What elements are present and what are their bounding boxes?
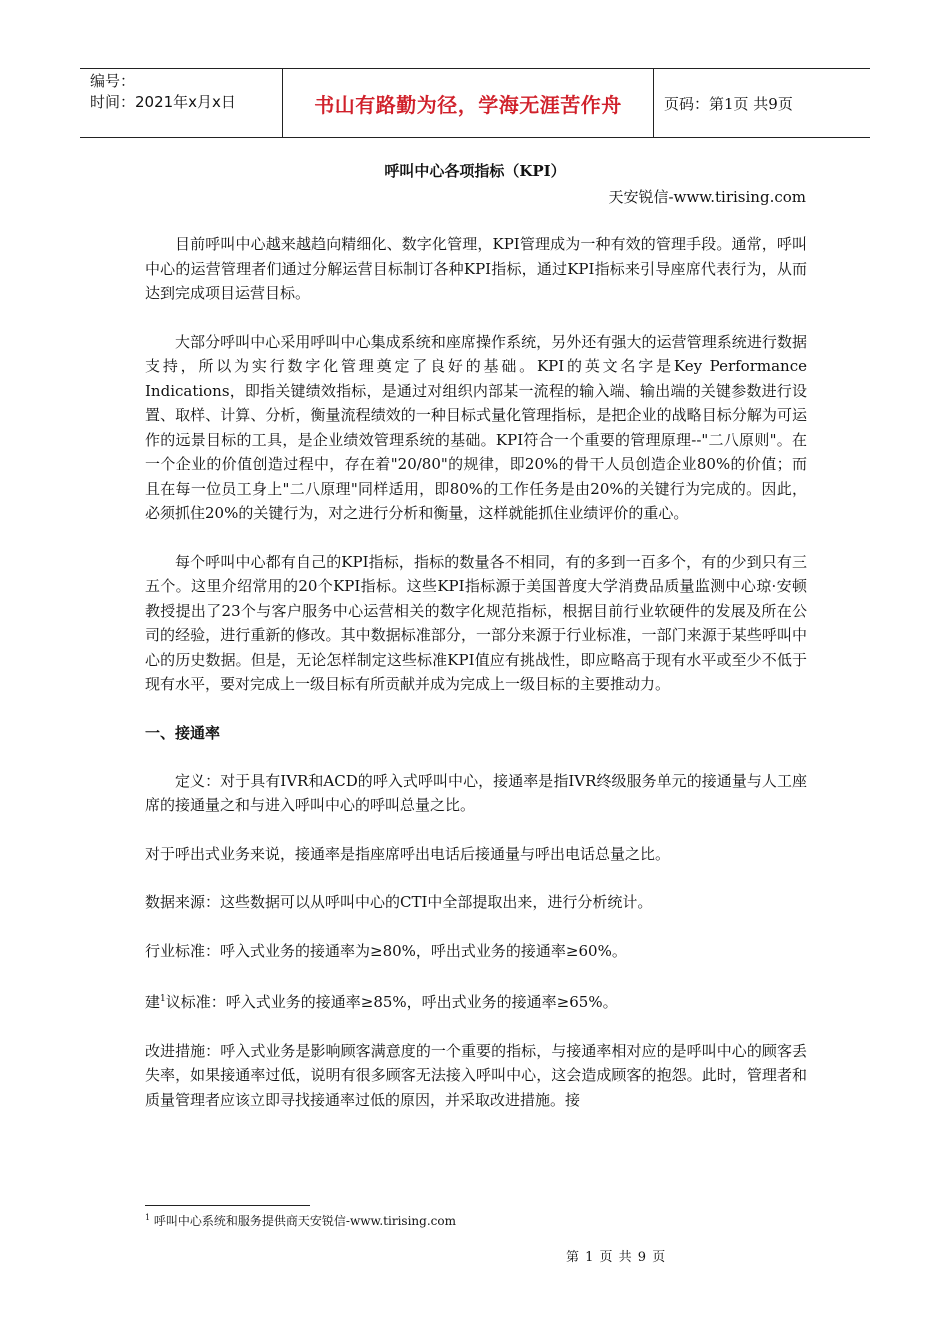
paragraph-intro: 目前呼叫中心越来越趋向精细化、数字化管理，KPI管理成为一种有效的管理手段。通常，呼叫中心的运营管理者们通过分解运营目标制订各种KPI指标，通过KPI指标来引导座席代表行为，从而达到完成项目运营目标。 (145, 235, 807, 302)
date-line: 时间：2021年x月x日 (90, 93, 236, 111)
header-page-info: 页码：第1页 共9页 (664, 94, 793, 113)
paragraph-definition: 定义：对于具有IVR和ACD的呼入式呼叫中心，接通率是指IVR终级服务单元的接通量与人工座席的接通量之和与进入呼叫中心的呼叫总量之比。 (145, 771, 807, 814)
page-number: 第 1 页 共 9 页 (566, 1250, 667, 1265)
paragraph-suggested-standard (145, 987, 807, 1015)
paragraph-kpi-definition: 大部分呼叫中心采用呼叫中心集成系统和座席操作系统，另外还有强大的运营管理系统进行数据支持，所以为实行数字化管理奠定了良好的基础。KPI的英文名字是Key Performance Indications，即指关键绩效指标，是通过对组织内部某一流程的输入端、输出端的关键参数进行设置、取样、计算、分析，衡量流程绩效的一种目标式量化管理指标，是把企业的战略目标分解为可运作的远景目标的工具，是企业绩效管理系统的基础。KPI符合一个重要的管理原理--"二八原则"。在一个企业的价值创造过程中，存在着"20/80"的规律，即20%的骨干人员创造企业80%的价值；而且在每一位员工身上"二八原理"同样适用，即80%的工作任务是由20%的关键行为完成的。因此，必须抓住20%的关键行为，对之进行分析和衡量，这样就能抓住业绩评价的重心。 (145, 332, 807, 522)
paragraph-improvement: 改进措施：呼入式业务是影响顾客满意度的一个重要的指标，与接通率相对应的是呼叫中心的顾客丢失率，如果接通率过低，说明有很多顾客无法接入呼叫中心，这会造成顾客的抱怨。此时，管理者和质量管理者应该立即寻找接通率过低的原因，并采取改进措施。接 (145, 1041, 807, 1109)
document-title: 呼叫中心各项指标（KPI） (384, 162, 566, 180)
header-meta (80, 69, 282, 137)
footnote-separator (145, 1205, 310, 1206)
footnote-text: 呼叫中心系统和服务提供商天安锐信-www.tirising.com (153, 1214, 456, 1228)
page-header (80, 68, 870, 138)
code-label: 编号： (90, 72, 136, 90)
attribution: 天安锐信-www.tirising.com (608, 188, 806, 206)
document-body (145, 232, 807, 1136)
suggest-text-a: 建 (145, 993, 161, 1011)
suggest-text-b: 议标准：呼入式业务的接通率≥85%，呼出式业务的接通率≥65%。 (165, 993, 618, 1011)
section-heading: 一、接通率 (145, 723, 221, 742)
paragraph-outbound: 对于呼出式业务来说，接通率是指座席呼出电话后接通量与呼出电话总量之比。 (145, 844, 671, 863)
header-motto: 书山有路勤为径，学海无涯苦作舟 (282, 69, 654, 137)
paragraph-industry-standard: 行业标准：呼入式业务的接通率为≥80%，呼出式业务的接通率≥60%。 (145, 941, 627, 960)
paragraph-data-source: 数据来源：这些数据可以从呼叫中心的CTI中全部提取出来，进行分析统计。 (145, 893, 653, 911)
footnote (145, 1212, 456, 1229)
footnote-mark: 1 (145, 1213, 151, 1222)
paragraph-kpi-origin: 每个呼叫中心都有自己的KPI指标，指标的数量各不相同，有的多到一百多个，有的少到只有三五个。这里介绍常用的20个KPI指标。这些KPI指标源于美国普度大学消费品质量监测中心琼·安顿教授提出了23个与客户服务中心运营相关的数字化规范指标，根据目前行业软硬件的发展及所在公司的经验，进行重新的修改。其中数据标准部分，一部分来源于行业标准，一部门来源于某些呼叫中心的历史数据。但是，无论怎样制定这些标准KPI值应有挑战性，即应略高于现有水平或至少不低于现有水平，要对完成上一级目标有所贡献并成为完成上一级目标的主要推动力。 (145, 552, 807, 693)
footnote-reference[interactable]: 1 (160, 994, 166, 1004)
